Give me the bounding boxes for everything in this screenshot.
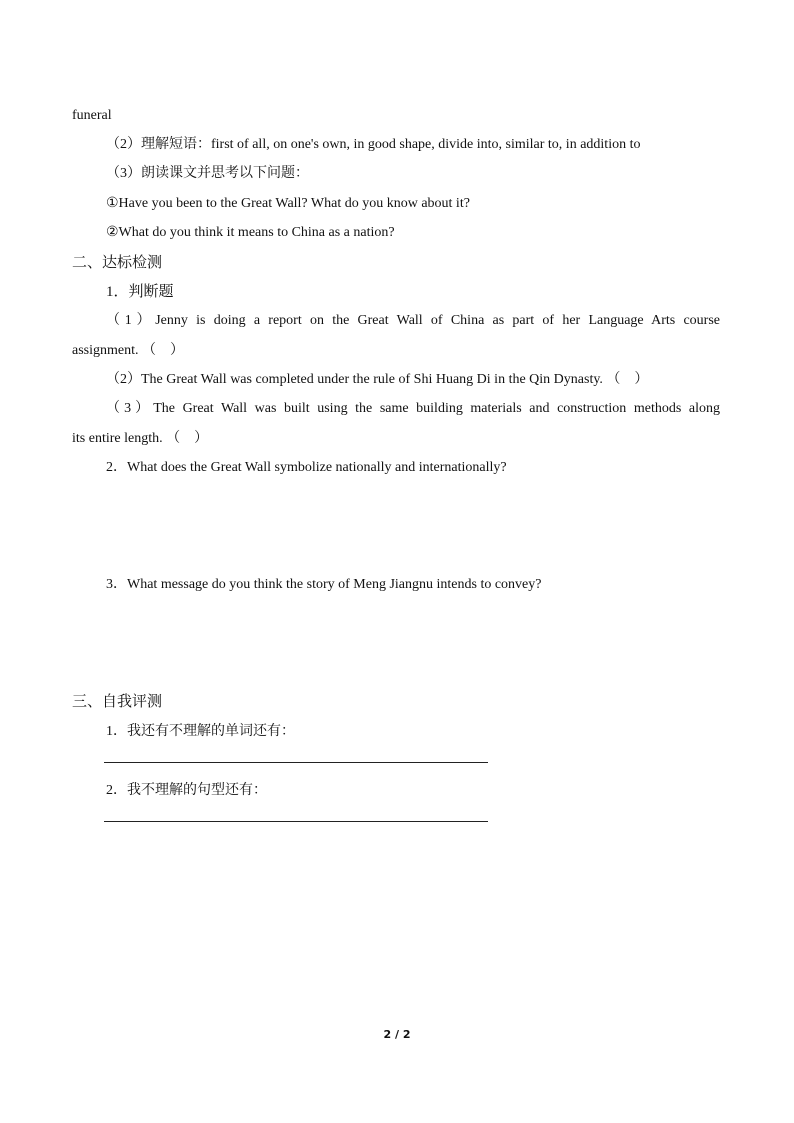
question-2: 2．What does the Great Wall symbolize nationally and internationally? — [106, 460, 507, 475]
true-false-statement-2: （2）The Great Wall was completed under the rule of Shi Huang Di in the Qin Dynasty. （ ） — [106, 372, 649, 387]
question-circle-1: ①Have you been to the Great Wall? What do you know about it? — [106, 196, 470, 211]
self-eval-item-1: 1．我还有不理解的单词还有： — [106, 724, 295, 739]
text-line-funeral: funeral — [72, 108, 112, 123]
true-false-statement-1-line1: （1）Jenny is doing a report on the Great Wall of China as part of her Language Arts course — [106, 313, 720, 328]
true-false-title: 1．判断题 — [106, 284, 174, 300]
section-heading-3: 三、自我评测 — [72, 694, 163, 710]
phrases-line: （2）理解短语：first of all, on one's own, in good shape, divide into, similar to, in addition to — [106, 137, 641, 152]
reading-instruction: （3）朗读课文并思考以下问题： — [106, 166, 309, 181]
page-number: 2 / 2 — [383, 1028, 411, 1041]
true-false-statement-1-line2: assignment. （ ） — [72, 343, 184, 358]
true-false-statement-3-line2: its entire length. （ ） — [72, 431, 209, 446]
self-eval-item-2: 2．我不理解的句型还有： — [106, 783, 267, 798]
section-heading-2: 二、达标检测 — [72, 255, 163, 271]
question-circle-2: ②What do you think it means to China as a nation? — [106, 225, 395, 240]
question-3: 3．What message do you think the story of Meng Jiangnu intends to convey? — [106, 577, 542, 592]
answer-line-1[interactable] — [104, 762, 488, 763]
true-false-statement-3-line1: （3）The Great Wall was built using the same building materials and construction methods along — [106, 401, 720, 416]
answer-line-2[interactable] — [104, 821, 488, 822]
